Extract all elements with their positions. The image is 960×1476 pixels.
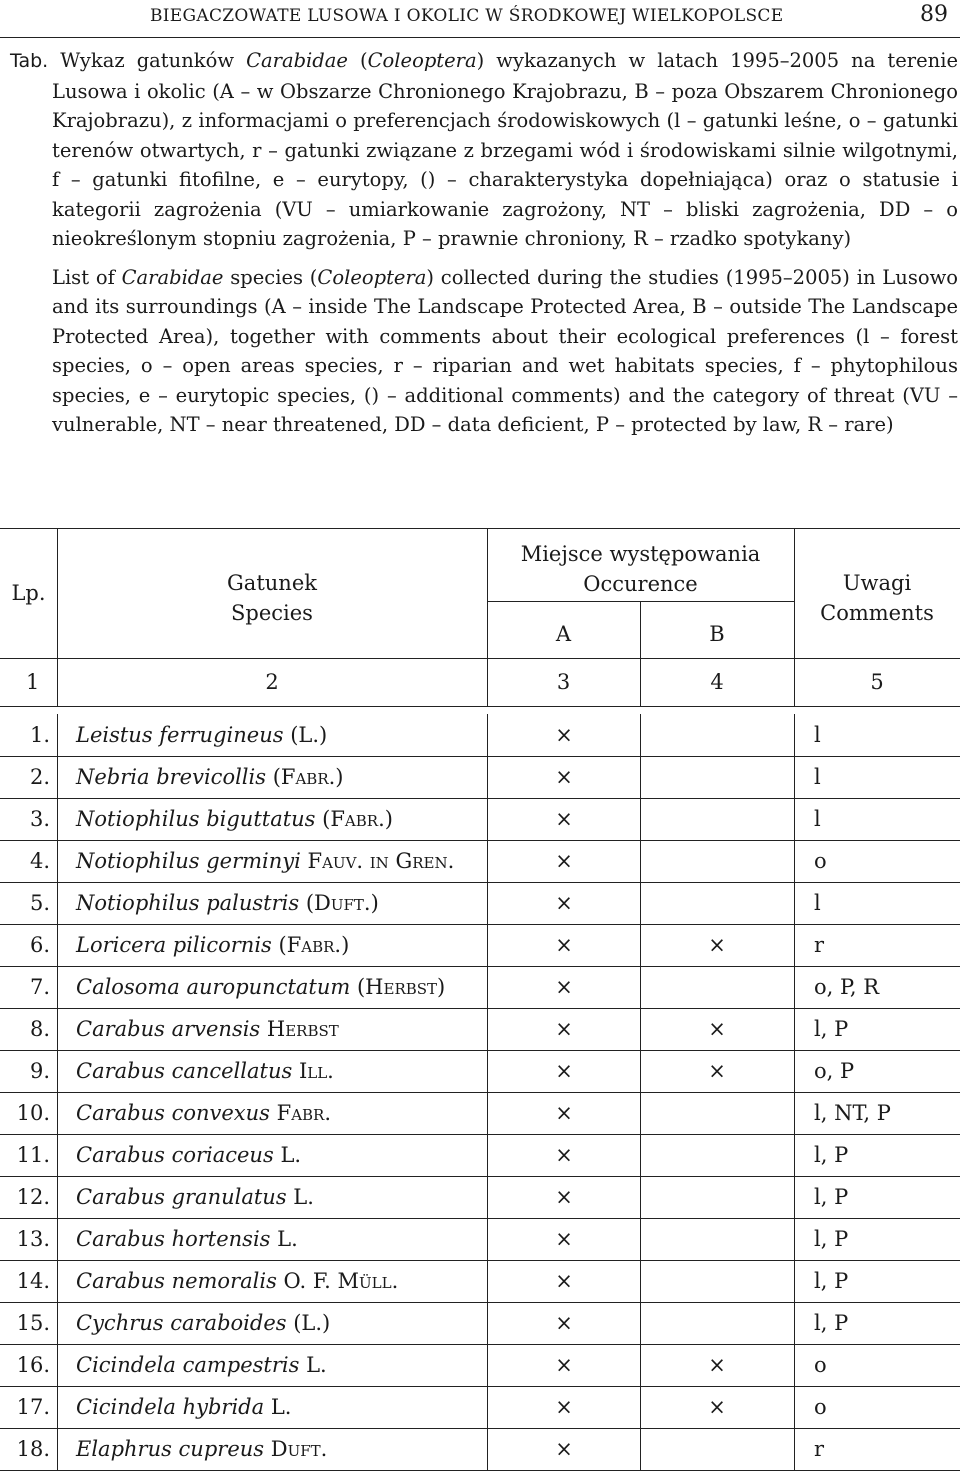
species-author: Herbst — [266, 1017, 339, 1041]
table-row — [0, 1260, 960, 1302]
header-bottom-rule — [0, 658, 960, 659]
row-number: 7. — [29, 975, 50, 999]
caption-pl-coleoptera: Coleoptera — [367, 49, 477, 72]
occurrence-a-mark: × — [555, 1017, 573, 1041]
species-author: L. — [280, 1143, 302, 1167]
occurrence-a-mark: × — [555, 1143, 573, 1167]
species-author: (Fabr.) — [278, 933, 350, 957]
caption-polish — [10, 46, 958, 254]
species-latin-name: Cychrus caraboides — [76, 1311, 287, 1335]
table-row — [0, 756, 960, 798]
row-number: 5. — [29, 891, 50, 915]
row-number: 3. — [29, 807, 50, 831]
row-comment: o, P, R — [814, 975, 880, 999]
header-species — [57, 568, 487, 628]
header-occurrence — [487, 539, 794, 599]
species-latin-name: Notiophilus palustris — [76, 891, 300, 915]
caption-en-text-3: ) collected during the studies (1995–2005) in Lusowo and its surroundings (A – inside The Landscape Protected Area, B – outside The Landscape Protected Area), together with comments about their ecological preferences (l – forest species, o – open areas species, r – riparian and wet habitats species, f – phytophilous species, e – eurytopic species, () – additional comments) and the category of threat (VU – vulnerable, NT – near threatened, DD – data deficient, P – protected by law, R – rare) — [52, 265, 958, 436]
table-caption — [10, 46, 958, 440]
occurrence-a-mark: × — [555, 975, 573, 999]
row-comment: l — [814, 765, 821, 789]
species-name — [76, 723, 327, 747]
row-comment: o — [814, 1395, 827, 1419]
table-row — [0, 1134, 960, 1176]
species-name — [76, 849, 454, 873]
caption-en-text-2: species ( — [223, 265, 318, 289]
occurrence-a-mark: × — [555, 1101, 573, 1125]
row-comment: l, P — [814, 1227, 849, 1251]
row-number: 1. — [29, 723, 50, 747]
species-author: Ill. — [298, 1059, 334, 1083]
occurrence-a-mark: × — [555, 807, 573, 831]
occurrence-a-mark: × — [555, 765, 573, 789]
table-row — [0, 714, 960, 756]
body-col-divider — [57, 714, 58, 1470]
species-author: (Herbst) — [356, 975, 446, 999]
body-col-divider — [640, 714, 641, 1470]
caption-pl-text-3: ) wykazanych w latach 1995–2005 na terenie Lusowa i okolic (A – w Obszarze Chronionego Krajobrazu, B – poza Obszarem Chronionego Krajobrazu), z informacjami o preferencjach środowiskowych (l – gatunki leśne, o – gatunki terenów otwartych, r – gatunki związane z brzegami wód i środowiskami silnie wilgotnymi, f – gatunki fitofilne, e – eurytopy, () – charakterystyka dopełniająca) oraz o statusie i kategorii zagrożenia (VU – umiarkowanie zagrożony, NT – bliski zagrożenia, DD – o nieokreślonym stopniu zagrożenia, P – prawnie chroniony, R – rzadko spotykany) — [52, 49, 958, 250]
species-latin-name: Nebria brevicollis — [76, 765, 267, 789]
species-name — [76, 1059, 334, 1083]
column-number: 3 — [556, 670, 571, 694]
header-comments — [794, 568, 960, 628]
species-latin-name: Calosoma auropunctatum — [76, 975, 351, 999]
occurrence-b-mark: × — [708, 1059, 726, 1083]
row-number: 13. — [16, 1227, 50, 1251]
row-comment: l, P — [814, 1185, 849, 1209]
occurrence-b-mark: × — [708, 1017, 726, 1041]
row-number: 2. — [29, 765, 50, 789]
species-latin-name: Carabus convexus — [76, 1101, 270, 1125]
header-lp: Lp. — [11, 581, 46, 605]
species-author: (Fabr.) — [322, 807, 393, 831]
column-number: 4 — [710, 670, 724, 694]
table-row — [0, 1218, 960, 1260]
species-author: L. — [293, 1185, 314, 1209]
species-latin-name: Carabus cancellatus — [76, 1059, 293, 1083]
species-author: L. — [306, 1353, 327, 1377]
row-comment: o, P — [814, 1059, 855, 1083]
caption-en-text-1: List of — [52, 265, 122, 289]
table-row — [0, 1092, 960, 1134]
occurrence-a-mark: × — [555, 1311, 573, 1335]
header-occurrence-pl: Miejsce występowania — [520, 542, 761, 566]
occurrence-a-mark: × — [555, 1227, 573, 1251]
row-comment: o — [814, 849, 827, 873]
header-comments-en: Comments — [820, 601, 934, 625]
header-rule — [0, 37, 960, 38]
occurrence-a-mark: × — [555, 1059, 573, 1083]
row-comment: l, P — [814, 1143, 849, 1167]
row-comment: l, P — [814, 1017, 849, 1041]
species-name — [76, 975, 445, 999]
running-header-title: BIEGACZOWATE LUSOWA I OKOLIC W ŚRODKOWEJ WIELKOPOLSCE — [150, 6, 784, 26]
species-name — [76, 1437, 327, 1461]
occurrence-a-mark: × — [555, 891, 573, 915]
row-comment: l — [814, 807, 821, 831]
row-comment: r — [814, 933, 825, 957]
occurrence-a-mark: × — [555, 1395, 573, 1419]
species-latin-name: Cicindela hybrida — [76, 1395, 265, 1419]
header-comments-pl: Uwagi — [842, 571, 912, 595]
species-author: O. F. Müll. — [283, 1269, 399, 1293]
caption-en-coleoptera: Coleoptera — [317, 265, 427, 289]
table-row — [0, 1050, 960, 1092]
species-name — [76, 807, 393, 831]
species-name — [76, 1185, 314, 1209]
header-col-b: B — [709, 622, 725, 646]
species-author: Fabr. — [276, 1101, 332, 1125]
row-number: 15. — [16, 1311, 50, 1335]
species-latin-name: Leistus ferrugineus — [76, 723, 284, 747]
running-header — [0, 0, 960, 36]
row-number: 11. — [16, 1143, 50, 1167]
occurrence-a-mark: × — [555, 849, 573, 873]
row-number: 16. — [16, 1353, 50, 1377]
species-name — [76, 1017, 339, 1041]
species-name — [76, 891, 379, 915]
row-number: 8. — [29, 1017, 50, 1041]
page-number: 89 — [920, 2, 948, 27]
species-latin-name: Carabus hortensis — [76, 1227, 271, 1251]
column-number-rule — [0, 706, 960, 707]
table-row — [0, 798, 960, 840]
species-name — [76, 1227, 298, 1251]
row-number: 4. — [29, 849, 50, 873]
species-latin-name: Notiophilus biguttatus — [76, 807, 316, 831]
row-rule — [0, 1470, 960, 1471]
occurrence-a-mark: × — [555, 1353, 573, 1377]
species-author: Duft. — [270, 1437, 328, 1461]
species-author: (Duft.) — [305, 891, 379, 915]
species-author: L. — [270, 1395, 292, 1419]
row-number: 12. — [16, 1185, 50, 1209]
table-row — [0, 1302, 960, 1344]
header-species-en: Species — [231, 601, 313, 625]
occurrence-b-mark: × — [708, 933, 726, 957]
row-number: 9. — [29, 1059, 50, 1083]
occurrence-b-mark: × — [708, 1353, 726, 1377]
header-col-a: A — [555, 622, 572, 646]
caption-english — [10, 263, 958, 440]
species-name — [76, 933, 349, 957]
occurrence-a-mark: × — [555, 933, 573, 957]
species-name — [76, 1395, 291, 1419]
species-latin-name: Carabus coriaceus — [76, 1143, 274, 1167]
species-author: (L.) — [293, 1311, 331, 1335]
column-number: 2 — [265, 670, 279, 694]
table-row — [0, 882, 960, 924]
row-comment: l, NT, P — [814, 1101, 891, 1125]
table-row — [0, 1176, 960, 1218]
row-number: 18. — [16, 1437, 50, 1461]
row-comment: r — [814, 1437, 825, 1461]
column-number: 5 — [870, 670, 884, 694]
species-latin-name: Carabus nemoralis — [76, 1269, 277, 1293]
species-latin-name: Loricera pilicornis — [76, 933, 272, 957]
occurrence-a-mark: × — [555, 1269, 573, 1293]
body-col-divider — [794, 714, 795, 1470]
row-number: 6. — [29, 933, 50, 957]
species-latin-name: Elaphrus cupreus — [76, 1437, 265, 1461]
species-name — [76, 765, 343, 789]
occurrence-a-mark: × — [555, 723, 573, 747]
species-latin-name: Carabus arvensis — [76, 1017, 261, 1041]
caption-pl-carabidae: Carabidae — [246, 49, 348, 72]
header-occurrence-en: Occurence — [583, 572, 698, 596]
caption-en-carabidae: Carabidae — [121, 265, 224, 289]
row-comment: l — [814, 723, 821, 747]
species-latin-name: Notiophilus germinyi — [76, 849, 301, 873]
occurrence-a-mark: × — [555, 1185, 573, 1209]
species-name — [76, 1269, 398, 1293]
row-comment: o — [814, 1353, 827, 1377]
table-row — [0, 840, 960, 882]
table-row — [0, 1008, 960, 1050]
species-author: Fauv. in Gren. — [307, 849, 455, 873]
species-author: (Fabr.) — [272, 765, 344, 789]
caption-pl-text-2: ( — [347, 49, 368, 72]
caption-pl-text-1: Wykaz gatunków — [48, 49, 247, 72]
row-number: 10. — [16, 1101, 50, 1125]
row-comment: l, P — [814, 1311, 849, 1335]
table-row — [0, 924, 960, 966]
column-number: 1 — [26, 670, 40, 694]
species-name — [76, 1143, 301, 1167]
table-row — [0, 1386, 960, 1428]
row-number: 17. — [16, 1395, 50, 1419]
occurrence-b-mark: × — [708, 1395, 726, 1419]
table-row — [0, 1344, 960, 1386]
row-comment: l — [814, 891, 821, 915]
body-col-divider — [487, 714, 488, 1470]
table-row — [0, 1428, 960, 1470]
row-comment: l, P — [814, 1269, 849, 1293]
occurrence-a-mark: × — [555, 1437, 573, 1461]
species-latin-name: Carabus granulatus — [76, 1185, 287, 1209]
species-author: (L.) — [290, 723, 328, 747]
table-row — [0, 966, 960, 1008]
species-latin-name: Cicindela campestris — [76, 1353, 300, 1377]
species-name — [76, 1353, 327, 1377]
header-species-pl: Gatunek — [227, 571, 317, 595]
row-number: 14. — [16, 1269, 50, 1293]
caption-prefix: Tab. — [10, 50, 49, 72]
table-top-rule — [0, 528, 960, 529]
species-name — [76, 1311, 330, 1335]
species-name — [76, 1101, 331, 1125]
species-author: L. — [277, 1227, 298, 1251]
